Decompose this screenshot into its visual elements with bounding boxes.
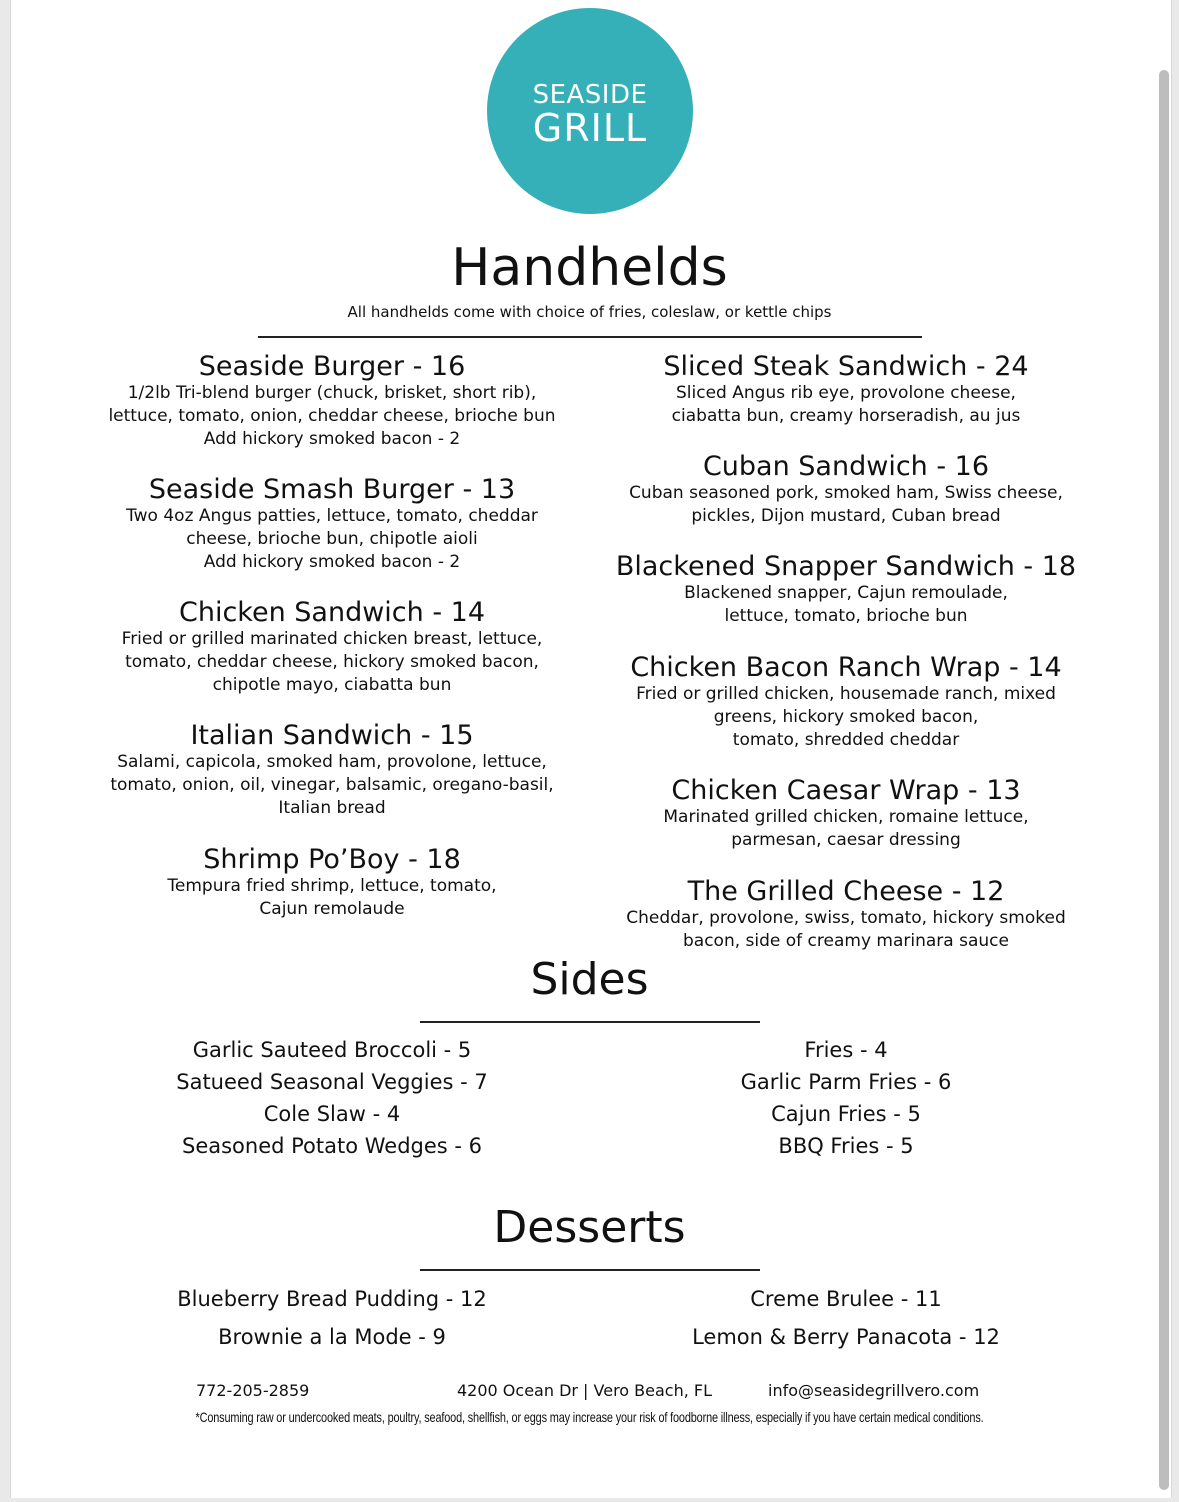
footer-phone: 772-205-2859 bbox=[196, 1381, 310, 1400]
item-title: Chicken Sandwich - 14 bbox=[178, 597, 486, 628]
item-desc-line: Add hickory smoked bacon - 2 bbox=[203, 552, 461, 572]
side-item: Garlic Parm Fries - 6 bbox=[740, 1070, 952, 1094]
handhelds-heading: Handhelds bbox=[451, 238, 728, 298]
sides-heading: Sides bbox=[530, 954, 649, 1005]
menu-item bbox=[586, 452, 1106, 528]
item-desc-line: Blackened snapper, Cajun remoulade, bbox=[684, 583, 1008, 603]
seaside-grill-logo bbox=[487, 8, 693, 214]
dessert-item: Blueberry Bread Pudding - 12 bbox=[177, 1287, 487, 1311]
item-title: Cuban Sandwich - 16 bbox=[702, 451, 990, 482]
footer-address: 4200 Ocean Dr | Vero Beach, FL bbox=[457, 1381, 713, 1400]
menu-item bbox=[586, 552, 1106, 628]
item-title: Seaside Smash Burger - 13 bbox=[148, 474, 516, 505]
desserts-heading: Desserts bbox=[493, 1202, 686, 1253]
item-title: Chicken Caesar Wrap - 13 bbox=[671, 775, 1021, 806]
item-desc-line: ciabatta bun, creamy horseradish, au jus bbox=[671, 406, 1021, 426]
side-item: Fries - 4 bbox=[804, 1038, 888, 1062]
item-desc-line: lettuce, tomato, brioche bun bbox=[724, 606, 968, 626]
item-desc-line: Salami, capicola, smoked ham, provolone, lettuce, bbox=[117, 752, 547, 772]
item-title: Chicken Bacon Ranch Wrap - 14 bbox=[630, 652, 1062, 683]
menu-item bbox=[72, 475, 592, 574]
item-desc-line: pickles, Dijon mustard, Cuban bread bbox=[691, 506, 1001, 526]
item-desc-line: tomato, onion, oil, vinegar, balsamic, oregano-basil, bbox=[110, 775, 554, 795]
side-item: Satueed Seasonal Veggies - 7 bbox=[176, 1070, 488, 1094]
item-desc-line: chipotle mayo, ciabatta bun bbox=[212, 675, 452, 695]
sides-divider bbox=[420, 1021, 760, 1023]
item-desc-line: Fried or grilled marinated chicken breast, lettuce, bbox=[121, 629, 543, 649]
item-desc-line: Marinated grilled chicken, romaine lettuce, bbox=[663, 807, 1029, 827]
desserts-left-list bbox=[102, 1280, 562, 1356]
menu-item bbox=[72, 721, 592, 820]
dessert-item: Lemon & Berry Panacota - 12 bbox=[692, 1325, 1000, 1349]
footer-email: info@seasidegrillvero.com bbox=[768, 1381, 980, 1400]
item-title: Blackened Snapper Sandwich - 18 bbox=[615, 551, 1077, 582]
item-desc-line: Cajun remolaude bbox=[259, 899, 405, 919]
item-desc-line: 1/2lb Tri-blend burger (chuck, brisket, short rib), bbox=[127, 383, 537, 403]
side-item: Seasoned Potato Wedges - 6 bbox=[181, 1134, 483, 1158]
item-title: The Grilled Cheese - 12 bbox=[687, 876, 1005, 907]
item-desc-line: tomato, shredded cheddar bbox=[732, 730, 960, 750]
handhelds-divider bbox=[258, 336, 922, 338]
item-title: Shrimp Po’Boy - 18 bbox=[203, 844, 461, 875]
side-item: BBQ Fries - 5 bbox=[778, 1134, 914, 1158]
menu-item bbox=[72, 598, 592, 697]
item-desc-line: Two 4oz Angus patties, lettuce, tomato, cheddar bbox=[126, 506, 538, 526]
desserts-divider bbox=[420, 1269, 760, 1271]
item-desc-line: lettuce, tomato, onion, cheddar cheese, brioche bun bbox=[108, 406, 556, 426]
menu-item bbox=[586, 776, 1106, 852]
handhelds-note: All handhelds come with choice of fries, coleslaw, or kettle chips bbox=[347, 303, 832, 321]
menu-item bbox=[586, 653, 1106, 752]
item-desc-line: Sliced Angus rib eye, provolone cheese, bbox=[676, 383, 1016, 403]
item-desc-line: Italian bread bbox=[278, 798, 386, 818]
menu-item bbox=[586, 352, 1106, 428]
sides-right-list bbox=[616, 1034, 1076, 1162]
item-desc-line: bacon, side of creamy marinara sauce bbox=[683, 931, 1009, 951]
side-item: Garlic Sauteed Broccoli - 5 bbox=[192, 1038, 472, 1062]
item-title: Italian Sandwich - 15 bbox=[190, 720, 474, 751]
footer-disclaimer: *Consuming raw or undercooked meats, poultry, seafood, shellfish, or eggs may increase your risk of foodborne illness, especially if you have certain medical conditions. bbox=[195, 1409, 984, 1425]
menu-item bbox=[586, 877, 1106, 953]
item-desc-line: Fried or grilled chicken, housemade ranch, mixed bbox=[636, 684, 1056, 704]
sides-left-list bbox=[102, 1034, 562, 1162]
dessert-item: Creme Brulee - 11 bbox=[750, 1287, 942, 1311]
item-desc-line: greens, hickory smoked bacon, bbox=[713, 707, 979, 727]
item-desc-line: tomato, cheddar cheese, hickory smoked bacon, bbox=[125, 652, 539, 672]
item-desc-line: Cuban seasoned pork, smoked ham, Swiss cheese, bbox=[629, 483, 1063, 503]
side-item: Cole Slaw - 4 bbox=[263, 1102, 401, 1126]
item-title: Sliced Steak Sandwich - 24 bbox=[663, 351, 1029, 382]
dessert-item: Brownie a la Mode - 9 bbox=[218, 1325, 446, 1349]
side-item: Cajun Fries - 5 bbox=[771, 1102, 921, 1126]
item-desc-line: cheese, brioche bun, chipotle aioli bbox=[186, 529, 478, 549]
item-desc-line: parmesan, caesar dressing bbox=[731, 830, 961, 850]
item-desc-line: Cheddar, provolone, swiss, tomato, hickory smoked bbox=[626, 908, 1066, 928]
desserts-right-list bbox=[616, 1280, 1076, 1356]
menu-item bbox=[72, 352, 592, 451]
menu-item bbox=[72, 845, 592, 921]
item-title: Seaside Burger - 16 bbox=[198, 351, 466, 382]
logo-line-2: GRILL bbox=[532, 106, 648, 150]
logo-line-1: SEASIDE bbox=[532, 80, 648, 110]
item-desc-line: Tempura fried shrimp, lettuce, tomato, bbox=[167, 876, 497, 896]
item-desc-line: Add hickory smoked bacon - 2 bbox=[203, 429, 461, 449]
